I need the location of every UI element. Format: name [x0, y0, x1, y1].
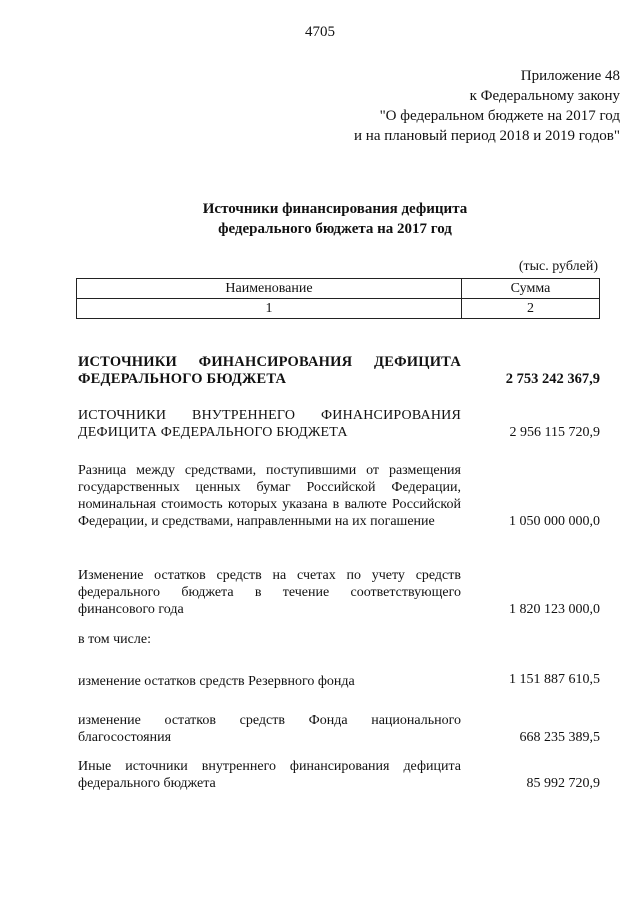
column-header-name: Наименование	[77, 279, 462, 299]
appendix-line: Приложение 48	[520, 68, 620, 84]
row-sum: 1 820 123 000,0	[509, 602, 600, 617]
appendix-line: к Федеральному закону	[469, 88, 620, 104]
table-row	[78, 462, 600, 530]
table-row	[78, 712, 600, 746]
page-number: 4705	[305, 24, 335, 40]
row-sum: 85 992 720,9	[526, 776, 600, 791]
column-header-sum: Сумма	[462, 279, 600, 299]
title-line: федерального бюджета на 2017 год	[218, 221, 452, 237]
row-sum: 2 956 115 720,9	[509, 425, 600, 440]
table-row	[78, 673, 600, 690]
row-name: ИСТОЧНИКИ ФИНАНСИРОВАНИЯ ДЕФИЦИТА ФЕДЕРАЛЬНОГО БЮДЖЕТА	[78, 354, 461, 387]
header-row	[77, 279, 600, 299]
row-sum: 2 753 242 367,9	[505, 371, 600, 387]
row-name: Изменение остатков средств на счетах по учету средств федерального бюджета в течение соответствующего финансового года	[78, 568, 461, 617]
table-row	[78, 631, 600, 648]
table-row	[78, 407, 600, 441]
column-number-row	[77, 299, 600, 319]
row-name: изменение остатков средств Резервного фонда	[78, 674, 355, 689]
column-number-1: 1	[77, 299, 462, 319]
table-row	[78, 758, 600, 792]
table-row	[78, 354, 600, 388]
row-sum: 1 050 000 000,0	[509, 514, 600, 529]
row-name: ИСТОЧНИКИ ВНУТРЕННЕГО ФИНАНСИРОВАНИЯ ДЕФИЦИТА ФЕДЕРАЛЬНОГО БЮДЖЕТА	[78, 408, 461, 440]
column-number-2: 2	[462, 299, 600, 319]
table-row	[78, 567, 600, 618]
row-sum: 1 151 887 610,5	[509, 672, 600, 687]
row-name: Иные источники внутреннего финансирования дефицита федерального бюджета	[78, 759, 461, 791]
document-title	[0, 199, 640, 239]
row-name: в том числе:	[78, 632, 151, 647]
appendix-reference	[280, 66, 620, 146]
table-header	[76, 278, 600, 319]
row-name: Разница между средствами, поступившими от размещения государственных ценных бумаг Российской Федерации, номинальная стоимость которых указана в валюте Российской Федерации, и средствами, направленными на их погашение	[78, 463, 461, 529]
row-sum: 668 235 389,5	[519, 730, 600, 745]
row-name: изменение остатков средств Фонда национального благосостояния	[78, 713, 461, 745]
title-line: Источники финансирования дефицита	[202, 201, 468, 217]
appendix-line: "О федеральном бюджете на 2017 год	[379, 108, 620, 124]
appendix-line: и на плановый период 2018 и 2019 годов"	[354, 128, 620, 144]
units-label: (тыс. рублей)	[518, 259, 598, 274]
